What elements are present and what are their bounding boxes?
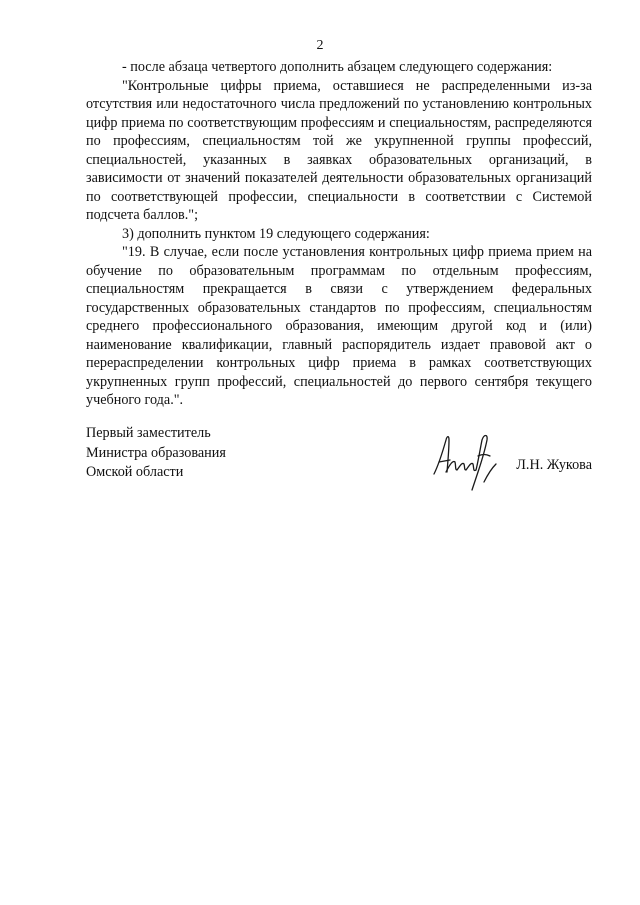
handwritten-signature [430, 426, 500, 494]
signatory-position-line: Омской области [86, 464, 184, 480]
signatory-position-line: Министра образования [86, 444, 226, 461]
paragraph-quota-distribution: "Контрольные цифры приема, оставшиеся не распределенными из-за отсутствия или недостаточного числа предложений по установлению контрольных цифр приема по соответствующим профессиям и специальностям, распределяются по профессиям, специальностям той же укрупненной группы профессий, специальностей, указанных в заявках образовательных организаций, в зависимости от значений показателей деятельности образовательных организаций по соответствующей профессии, специальности в соответствии с Системой подсчета баллов."; [86, 77, 592, 223]
paragraph-item-19-text: "19. В случае, если после установления контрольных цифр приема прием на обучение по образовательным программам по отдельным профессиям, специальностям прекращается в связи с утверждением федеральных государственных образовательных стандартов по профессиям, специальностям среднего профессионального образования, имеющим другой код и (или) наименование квалификации, главный распорядитель издает правовой акт о перераспределении контрольных цифр приема в рамках соответствующих укрупненных групп профессий, специальностей до первого сентября текущего учебного года.". [86, 244, 592, 408]
signatory-position-line: Первый заместитель [86, 425, 211, 441]
paragraph-amendment-intro: - после абзаца четвертого дополнить абзацем следующего содержания: [122, 59, 553, 75]
paragraph-item-19-intro: 3) дополнить пунктом 19 следующего содержания: [122, 225, 430, 242]
signature-block [86, 424, 592, 494]
page-number: 2 [316, 38, 324, 53]
signatory-name: Л.Н. Жукова [516, 457, 592, 473]
document-body [86, 58, 592, 410]
signatory-position [86, 424, 226, 483]
